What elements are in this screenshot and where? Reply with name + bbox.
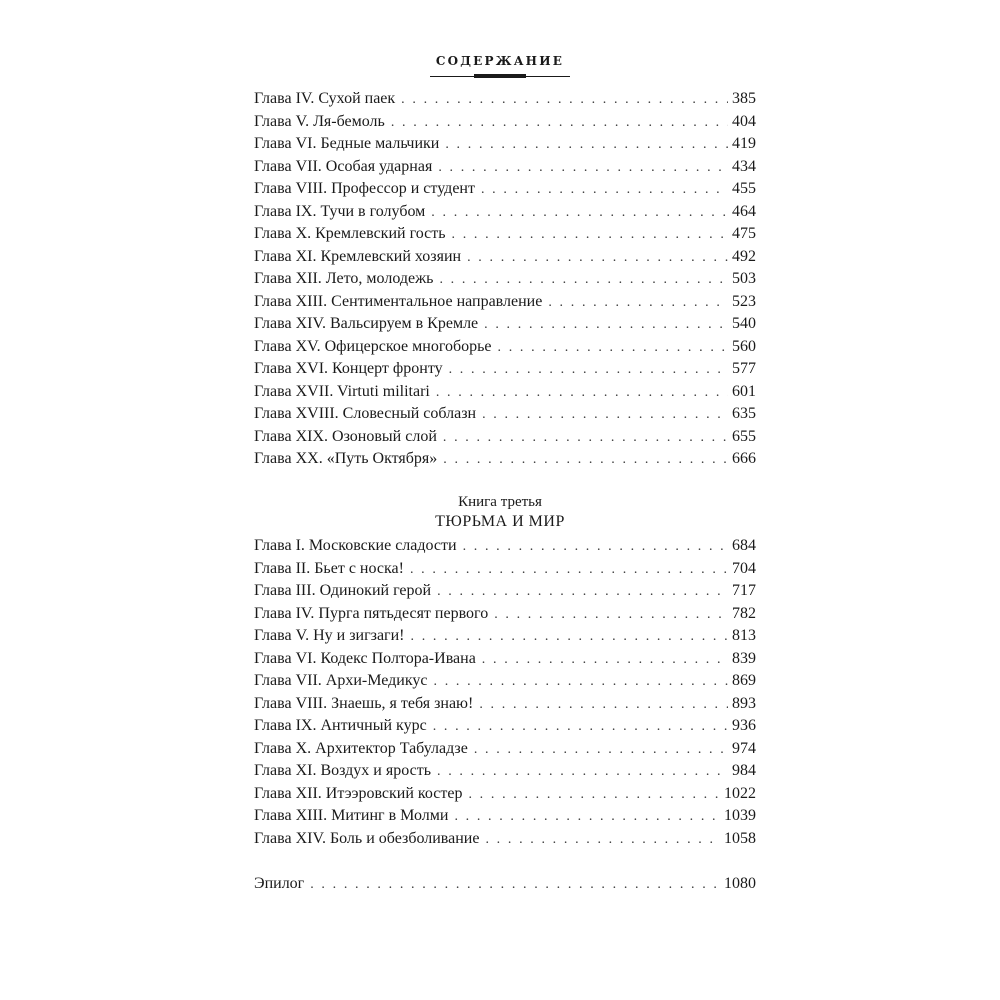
toc-leader-dots xyxy=(484,317,728,333)
toc-entry-page: 540 xyxy=(732,315,756,332)
toc-entry-label: Глава XVII. Virtuti militari xyxy=(254,382,430,400)
toc-entry-label: Глава IV. Сухой паек xyxy=(254,90,396,107)
toc-leader-dots xyxy=(436,385,728,401)
toc-entry-page: 503 xyxy=(732,270,756,287)
book-three-heading xyxy=(0,493,1000,532)
toc-entry-label: Глава IV. Пурга пятьдесят первого xyxy=(254,604,489,622)
toc-entry[interactable] xyxy=(254,717,756,740)
toc-entry[interactable] xyxy=(254,582,756,605)
toc-entry[interactable] xyxy=(254,270,756,293)
toc-entry-label: Глава I. Московские сладости xyxy=(254,537,457,554)
toc-entry-page: 655 xyxy=(732,427,756,445)
toc-entry[interactable] xyxy=(254,248,756,271)
toc-leader-dots xyxy=(438,160,728,176)
toc-entry-page: 385 xyxy=(732,90,756,107)
toc-leader-dots xyxy=(454,809,720,825)
toc-leader-dots xyxy=(479,697,728,713)
toc-entry-page: 684 xyxy=(732,537,756,554)
toc-entry-page: 1022 xyxy=(724,784,756,802)
toc-entry-page: 601 xyxy=(732,382,756,400)
toc-entry-label: Глава II. Бьет с носка! xyxy=(254,559,404,577)
toc-entry-label: Глава XV. Офицерское многоборье xyxy=(254,337,492,355)
toc-entry-label: Глава III. Одинокий герой xyxy=(254,582,432,599)
toc-leader-dots xyxy=(463,539,728,555)
toc-entry-label: Глава IX. Античный курс xyxy=(254,717,427,734)
toc-entry-label: Глава X. Архитектор Табуладзе xyxy=(254,739,468,757)
toc-entry-label: Глава XI. Воздух и ярость xyxy=(254,762,432,779)
page-title: СОДЕРЖАНИЕ xyxy=(435,54,565,68)
toc-entry[interactable] xyxy=(254,762,756,785)
toc-entry[interactable] xyxy=(254,225,756,248)
toc-entry[interactable] xyxy=(254,605,756,628)
toc-entry-page: 893 xyxy=(732,694,756,712)
book-three-title: ТЮРЬМА И МИР xyxy=(435,513,565,530)
toc-leader-dots xyxy=(443,452,728,468)
toc-leader-dots xyxy=(482,652,728,668)
toc-entry-label: Глава XIV. Вальсируем в Кремле xyxy=(254,315,479,332)
toc-entry-label: Глава XX. «Путь Октября» xyxy=(254,450,438,467)
toc-entry-page: 419 xyxy=(732,135,756,152)
toc-entry[interactable] xyxy=(254,650,756,673)
header-rule-thick xyxy=(474,74,526,78)
toc-leader-dots xyxy=(449,362,728,378)
toc-leader-dots xyxy=(434,674,729,690)
toc-leader-dots xyxy=(391,115,728,131)
toc-entry-label: Глава IX. Тучи в голубом xyxy=(254,202,426,220)
toc-leader-dots xyxy=(401,92,728,108)
toc-leader-dots xyxy=(467,250,728,266)
toc-entry[interactable] xyxy=(254,560,756,583)
toc-entry-page: 782 xyxy=(732,604,756,622)
toc-entry-label: Глава VI. Бедные мальчики xyxy=(254,135,440,152)
toc-entry-page: 666 xyxy=(732,450,756,467)
toc-entry[interactable] xyxy=(254,113,756,136)
toc-entry-label: Глава XII. Лето, молодежь xyxy=(254,270,434,287)
toc-entry[interactable] xyxy=(254,807,756,830)
toc-entry-page: 475 xyxy=(732,225,756,242)
toc-entry-page: 635 xyxy=(732,405,756,422)
toc-entry[interactable] xyxy=(254,785,756,808)
toc-entry-label: Глава XI. Кремлевский хозяин xyxy=(254,247,462,265)
toc-entry[interactable] xyxy=(254,672,756,695)
toc-entry-page: 1039 xyxy=(724,807,756,824)
toc-entry[interactable] xyxy=(254,383,756,406)
toc-entry-page: 869 xyxy=(732,672,756,689)
toc-entry[interactable] xyxy=(254,830,756,853)
toc-leader-dots xyxy=(437,584,728,600)
toc-entry-page: 404 xyxy=(732,112,756,130)
toc-entry-label: Глава XVIII. Словесный соблазн xyxy=(254,405,477,422)
toc-leader-dots xyxy=(431,205,728,221)
toc-leader-dots xyxy=(437,764,728,780)
toc-leader-dots xyxy=(494,607,728,623)
toc-leader-dots xyxy=(482,407,728,423)
toc-entry-page: 1080 xyxy=(724,875,756,892)
toc-entry-label: Глава XIV. Боль и обезболивание xyxy=(254,829,480,847)
toc-entry-page: 492 xyxy=(732,247,756,265)
toc-leader-dots xyxy=(443,430,728,446)
toc-entry-label: Глава XVI. Концерт фронту xyxy=(254,360,443,377)
toc-entry[interactable] xyxy=(254,135,756,158)
toc-entry-label: Глава VII. Архи-Медикус xyxy=(254,672,428,689)
toc-entry-label: Глава V. Ну и зигзаги! xyxy=(254,627,405,644)
toc-entry-page: 839 xyxy=(732,649,756,667)
toc-entry[interactable] xyxy=(254,158,756,181)
toc-leader-dots xyxy=(468,787,720,803)
toc-list-previous-book xyxy=(254,90,756,473)
toc-leader-dots xyxy=(548,295,728,311)
book-three-subtitle: Книга третья xyxy=(458,494,542,510)
toc-entry[interactable] xyxy=(254,360,756,383)
toc-entry-label: Глава VII. Особая ударная xyxy=(254,157,433,175)
toc-entry-page: 717 xyxy=(732,582,756,599)
toc-entry[interactable] xyxy=(254,428,756,451)
toc-leader-dots xyxy=(474,742,728,758)
toc-entry-label: Глава VI. Кодекс Полтора-Ивана xyxy=(254,649,476,667)
toc-entry-label: Глава V. Ля-бемоль xyxy=(254,112,385,130)
toc-leader-dots xyxy=(498,340,728,356)
toc-leader-dots xyxy=(445,137,728,153)
toc-entry-label: Глава XIII. Митинг в Молми xyxy=(254,807,449,824)
toc-entry-page: 974 xyxy=(732,739,756,757)
page-header xyxy=(0,50,1000,69)
toc-entry-page: 434 xyxy=(732,157,756,175)
toc-entry-label: Глава VIII. Профессор и студент xyxy=(254,180,475,197)
toc-entry-page: 704 xyxy=(732,559,756,577)
toc-entry-label: Глава XIX. Озоновый слой xyxy=(254,427,437,445)
toc-entry[interactable] xyxy=(254,315,756,338)
toc-leader-dots xyxy=(481,182,728,198)
toc-entry-page: 464 xyxy=(732,202,756,220)
toc-entry-label: Глава XIII. Сентиментальное направление xyxy=(254,292,543,310)
toc-entry[interactable] xyxy=(254,450,756,473)
toc-leader-dots xyxy=(411,629,728,645)
toc-entry-page: 1058 xyxy=(724,829,756,847)
toc-entry[interactable] xyxy=(254,180,756,203)
toc-entry[interactable] xyxy=(254,405,756,428)
toc-entry[interactable] xyxy=(254,627,756,650)
toc-entry-label: Глава VIII. Знаешь, я тебя знаю! xyxy=(254,694,474,712)
toc-entry[interactable] xyxy=(254,293,756,316)
toc-entry-epilog[interactable] xyxy=(254,875,756,898)
toc-entry-page: 455 xyxy=(732,180,756,197)
toc-entry-page: 560 xyxy=(732,337,756,355)
toc-leader-dots xyxy=(452,227,728,243)
toc-entry-label: Эпилог xyxy=(254,875,305,892)
toc-list-epilog xyxy=(254,875,756,898)
toc-entry-page: 936 xyxy=(732,717,756,734)
toc-entry[interactable] xyxy=(254,203,756,226)
toc-leader-dots xyxy=(433,719,728,735)
toc-entry-page: 984 xyxy=(732,762,756,779)
toc-entry[interactable] xyxy=(254,537,756,560)
toc-entry[interactable] xyxy=(254,740,756,763)
toc-leader-dots xyxy=(410,562,728,578)
toc-list-book-three xyxy=(254,537,756,852)
toc-entry-page: 577 xyxy=(732,360,756,377)
toc-leader-dots xyxy=(310,877,720,893)
toc-entry-page: 813 xyxy=(732,627,756,644)
toc-leader-dots xyxy=(485,832,720,848)
toc-entry-label: Глава X. Кремлевский гость xyxy=(254,225,446,242)
toc-entry[interactable] xyxy=(254,695,756,718)
toc-leader-dots xyxy=(439,272,728,288)
toc-entry-label: Глава XII. Итээровский костер xyxy=(254,784,463,802)
toc-entry[interactable] xyxy=(254,90,756,113)
toc-entry-page: 523 xyxy=(732,292,756,310)
toc-entry[interactable] xyxy=(254,338,756,361)
